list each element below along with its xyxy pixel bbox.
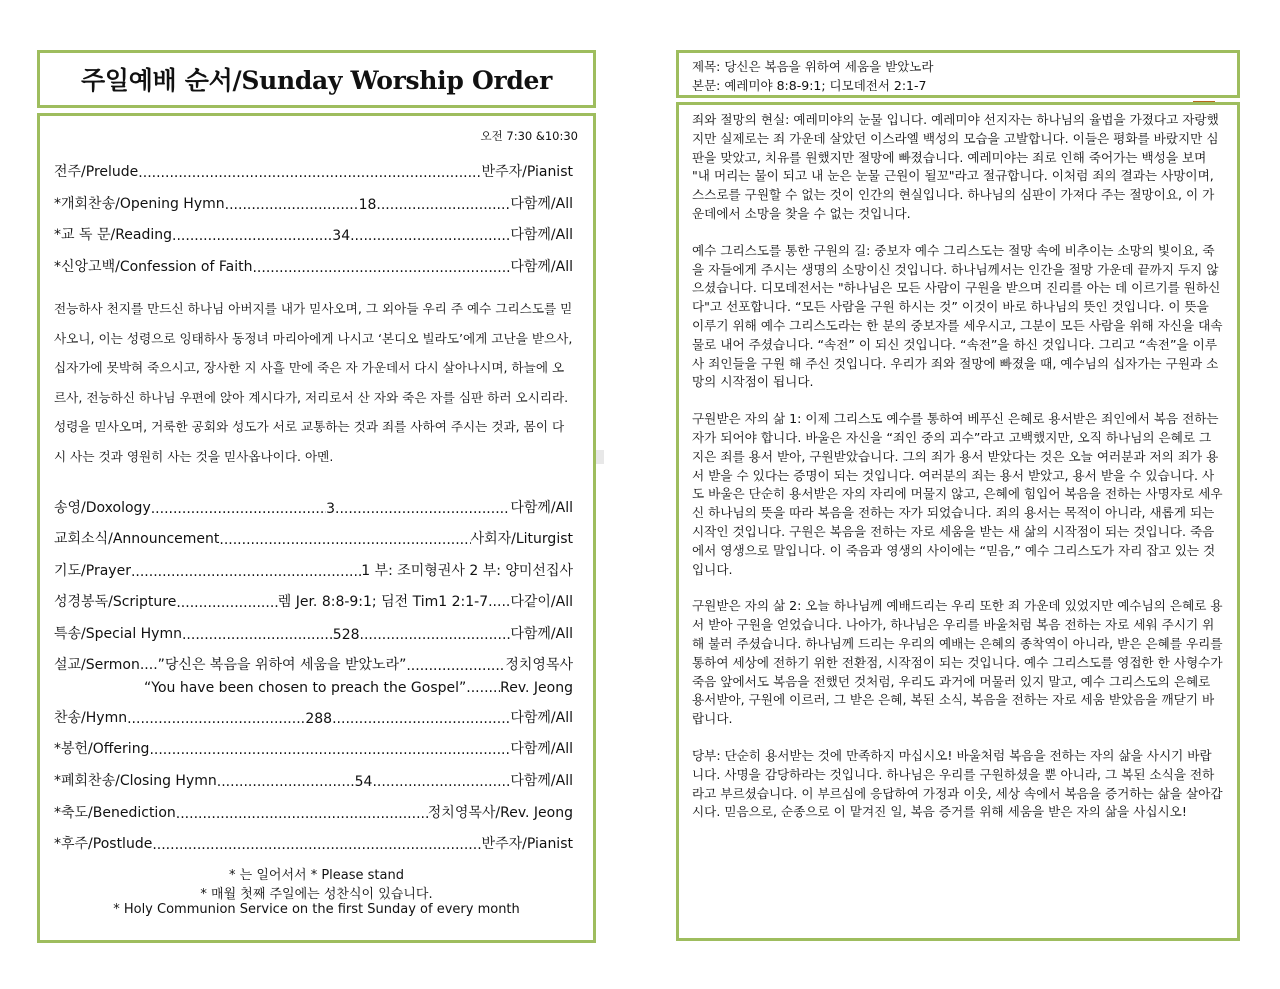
item-number: 54	[354, 774, 373, 790]
leader-dots	[152, 837, 481, 853]
item-leader: 다함께/All	[510, 227, 573, 243]
leader-dots	[151, 501, 326, 517]
leader-dots	[332, 711, 510, 727]
leader-dots	[176, 806, 428, 822]
worship-order-box	[37, 113, 596, 943]
item-label: 송영/Doxology	[54, 500, 151, 516]
order-item-prelude	[54, 161, 573, 181]
sermon-paragraph-4: 구원받은 자의 삶 2: 오늘 하나님께 예배드리는 우리 또한 죄 가운데 있었지만 예수님의 은혜로 용서 받아 구원을 얻었습니다. 나아가, 하나님은 우리를 바울처럼 복음 전하는 자로 세워 주시기 위해 불러 주셨습니다. 하나님께 드리는 우리의 예배는 은혜의 종착역이 아니라, 받은 은혜를 우리를 통하여 세상에 전하기 위한 전환점, 시작점이 되는 것입니다. 예수 그리스도를 영접한 한 사형수가 죽음 앞에서도 복음을 전했던 것처럼, 우리도 과거에 머물러 있지 말고, 예수 그리스도의 은혜로 용서받아, 구원에 이르러, 그 받은 은혜, 복된 소식, 복음을 전하는 자로 세움 받았음을 깨닫기 바랍니다.	[692, 598, 1223, 727]
title-box	[37, 50, 596, 108]
leader-dots	[225, 197, 359, 213]
page-title: 주일예배 순서/Sunday Worship Order	[81, 66, 552, 95]
item-label: *폐회찬송/Closing Hymn	[54, 773, 217, 789]
item-label: *교 독 문/Reading	[54, 227, 173, 243]
item-label: *개회찬송/Opening Hymn	[54, 196, 225, 212]
item-label: *신앙고백/Confession of Faith	[54, 259, 253, 275]
scan-mark	[596, 450, 604, 464]
item-leader: 렘 Jer. 8:8-9:1; 딤전 Tim1 2:1-7.....다같이/All	[277, 594, 573, 610]
leader-dots	[138, 165, 481, 181]
item-leader: 다함께/All	[510, 773, 573, 789]
leader-dots	[217, 774, 355, 790]
sermon-body-box	[676, 102, 1240, 941]
item-leader: 다함께/All	[510, 626, 573, 642]
item-number: 288	[305, 711, 333, 727]
item-label: 찬송/Hymn	[54, 710, 128, 726]
item-leader: 반주자/Pianist	[481, 164, 573, 180]
order-item-sermon	[54, 654, 573, 674]
sermon-paragraph-1: 죄와 절망의 현실: 예레미야의 눈물 입니다. 예레미야 선지자는 하나님의 율법을 가졌다고 자랑했지만 실제로는 죄 가운데 살았던 이스라엘 백성의 모습을 고발합니다. 이들은 평화를 바랐지만 심판을 맞았고, 치유를 원했지만 절망에 빠졌습니다. 예레미야는 죄로 인해 죽어가는 백성을 보며 "내 머리는 물이 되고 내 눈은 눈물 근원이 될꼬"라고 절규합니다. 이처럼 죄의 결과는 사망이며, 스스로를 구원할 수 없는 것이 인간의 현실입니다. 하나님의 심판이 가져다 주는 절망이요, 이 가운데에서 소망을 찾을 수 없는 것입니다.	[692, 112, 1219, 221]
order-item-benediction	[54, 802, 573, 822]
order-item-prayer	[54, 560, 573, 580]
apostles-creed: 전능하사 천지를 만드신 하나님 아버지를 내가 믿사오며, 그 외아들 우리 주 예수 그리스도를 믿사오니, 이는 성령으로 잉태하사 동정녀 마리아에게 나시고 ‘본디오 빌라도’에게 고난을 받으사, 십자가에 못박혀 죽으시고, 장사한 지 사흘 만에 죽은 자 가운데서 다시 살아나시며, 하늘에 오르사, 전능하신 하나님 우편에 앉아 계시다가, 저리로서 산 자와 죽은 자를 심판 하러 오시리라. 성령을 믿사오며, 거룩한 공회와 성도가 서로 교통하는 것과 죄를 사하여 주시는 것과, 몸이 다시 사는 것과 영원히 사는 것을 믿사옵나이다. 아멘.	[54, 301, 573, 464]
sermon-paragraph-5: 당부: 단순히 용서받는 것에 만족하지 마십시오! 바울처럼 복음을 전하는 자의 삶을 사시기 바랍니다. 사명을 감당하라는 것입니다. 하나님은 우리를 구원하셨을 뿐 아니라, 그 복된 소식을 전하라고 부르셨습니다. 이 부르심에 응답하여 가정과 이웃, 세상 속에서 복음을 증거하는 삶을 살아갑시다. 믿음으로, 순종으로 이 맡겨진 일, 복음 증거를 위해 세움을 받은 자의 삶을 사십시오!	[692, 747, 1223, 820]
order-item-scripture	[54, 591, 573, 611]
item-leader: 정치영목사	[505, 657, 573, 673]
sermon-paragraph-2: 예수 그리스도를 통한 구원의 길: 중보자 예수 그리스도는 절망 속에 비추이는 소망의 빛이요, 죽을 자들에게 주시는 생명의 소망이신 것입니다. 하나님께서는 인간을 절망 가운데 끝까지 두지 않으셨습니다. 디모데전서는 "하나님은 모든 사람이 구원을 받으며 진리를 아는 데 이르기를 원하신다"고 선포합니다. “모든 사람을 구원 하시는 것” 이것이 바로 하나님의 뜻인 것입니다. 이 뜻을 이루기 위해 예수 그리스도라는 한 분의 중보자를 세우시고, 그분이 모든 사람을 위해 자신을 대속물로 내어 주셨습니다. “속전” 이 되신 것입니다. “속전”을 하신 것입니다. 그리고 “속전”을 이루사 죄인들을 구원 해 주신 것입니다. 우리가 죄와 절망에 빠졌을 때, 예수님의 십자가는 구원과 소망의 시작점이 됩니다.	[692, 242, 1223, 390]
item-number: 528	[332, 627, 360, 643]
order-item-offering	[54, 738, 573, 758]
item-label: 전주/Prelude	[54, 164, 139, 180]
item-leader: 다함께/All	[510, 196, 573, 212]
leader-dots	[176, 595, 277, 611]
leader-dots	[149, 742, 510, 758]
item-label: *봉헌/Offering	[54, 741, 150, 757]
order-item-announcement	[54, 528, 573, 548]
order-item-opening-hymn	[54, 193, 573, 213]
order-item-special-hymn	[54, 623, 573, 643]
item-leader: 다함께/All	[510, 500, 573, 516]
order-item-postlude	[54, 833, 573, 853]
sermon-header-box	[676, 50, 1240, 98]
note-communion-en: * Holy Communion Service on the first Sunday of every month	[113, 902, 520, 917]
item-leader: 사회자/Liturgist	[470, 531, 573, 547]
leader-dots	[131, 564, 361, 580]
leader-dots	[350, 228, 510, 244]
item-number: 3	[326, 501, 335, 517]
order-item-closing-hymn	[54, 770, 573, 790]
sermon-paragraph-3: 구원받은 자의 삶 1: 이제 그리스도 예수를 통하여 베푸신 은혜로 용서받은 죄인에서 복음 전하는 자가 되어야 합니다. 바울은 자신을 “죄인 중의 괴수”라고 고백했지만, 오직 하나님의 은혜로 그 지은 죄를 용서 받아, 구원받았습니다. 그의 죄가 용서 받았다는 것은 오늘 여러분과 저의 죄가 용서 받을 수 있다는 증명이 되는 것입니다. 여러분의 죄는 용서 받았고, 용서 받을 수 있습니다. 사도 바울은 단순히 용서받은 자의 자리에 머물지 않고, 은혜에 힘입어 복음을 전하는 사명자로 세우신 하나님의 뜻을 따라 복음을 전하는 자가 되었습니다. 죄의 용서는 목적이 아니라, 새롭게 되는 시작인 것입니다. 구원은 복음을 전하는 자로 세움을 받는 새 삶의 시작점이 되는 것입니다. 죽음에서 영생으로 말입니다. 이 죽음과 영생의 사이에는 “믿음,” 예수 그리스도가 자리 잡고 있는 것입니다.	[692, 411, 1223, 577]
leader-dots	[466, 680, 500, 696]
leader-dots	[335, 501, 510, 517]
item-leader: 반주자/Pianist	[481, 836, 573, 852]
item-label: 특송/Special Hymn	[54, 626, 182, 642]
leader-dots	[376, 197, 510, 213]
leader-dots	[360, 627, 511, 643]
item-leader: 다함께/All	[510, 259, 573, 275]
item-label: 성경봉독/Scripture	[54, 594, 177, 610]
item-leader: 정치영목사/Rev. Jeong	[427, 805, 573, 821]
item-label: *후주/Postlude	[54, 836, 153, 852]
item-leader: 1 부: 조미형권사 2 부: 양미선집사	[361, 563, 573, 579]
item-label: *축도/Benediction	[54, 805, 176, 821]
item-leader: 다함께/All	[510, 741, 573, 757]
order-item-doxology	[54, 497, 573, 517]
order-item-hymn	[54, 707, 573, 727]
item-leader: Rev. Jeong	[500, 680, 573, 696]
item-label: “You have been chosen to preach the Gospel”	[144, 680, 467, 696]
sermon-title: 제목: 당신은 복음을 위하여 세움을 받았노라	[692, 59, 934, 74]
leader-dots	[252, 260, 510, 276]
note-stand: * 는 일어서서 * Please stand	[229, 868, 404, 883]
sermon-text: 본문: 예레미야 8:8-9:1; 디모데전서 2:1-7	[692, 78, 927, 93]
leader-dots	[372, 774, 510, 790]
note-communion-ko: * 매월 첫째 주일에는 성찬식이 있습니다.	[200, 887, 433, 902]
service-time: 오전 7:30 &10:30	[480, 129, 578, 143]
item-number: 18	[358, 197, 377, 213]
item-label: 교회소식/Announcement	[54, 531, 220, 547]
leader-dots	[127, 711, 305, 727]
order-item-sermon-english	[144, 676, 573, 696]
leader-dots	[172, 228, 332, 244]
item-label: 설교/Sermon....”당신은 복음을 위하여 세움을 받았노라”	[54, 657, 407, 673]
item-number: 34	[332, 228, 351, 244]
leader-dots	[182, 627, 333, 643]
order-item-confession	[54, 256, 573, 276]
order-item-reading	[54, 224, 573, 244]
item-label: 기도/Prayer	[54, 563, 131, 579]
leader-dots	[406, 658, 505, 674]
item-leader: 다함께/All	[510, 710, 573, 726]
leader-dots	[219, 532, 470, 548]
